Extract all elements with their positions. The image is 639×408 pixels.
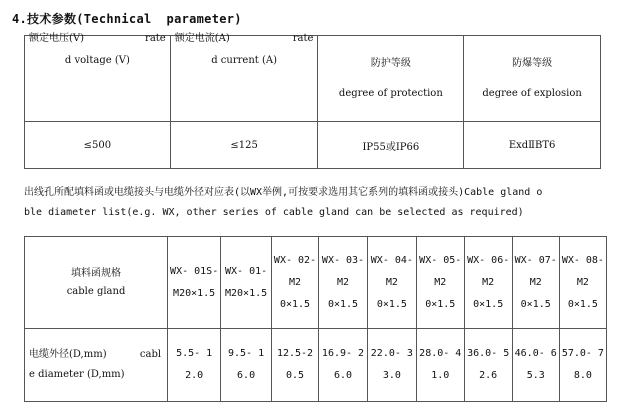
diameter-cell bbox=[512, 329, 559, 402]
protection-degree-header bbox=[318, 36, 464, 122]
diameter-line: 0.5 bbox=[285, 370, 305, 381]
gland-size-cell bbox=[168, 237, 221, 329]
gland-label-cn: 填料函规格 bbox=[71, 267, 122, 279]
size-line: 0×1.5 bbox=[520, 298, 551, 310]
description-line-1: 出线孔所配填料函或电缆接头与电缆外径对应表(以WX举例,可按要求选用其它系列的填料函或接头)Cable gland o bbox=[24, 187, 543, 198]
od-label-en-a: cabl bbox=[139, 349, 162, 360]
size-line: WX- 01S- bbox=[170, 265, 219, 277]
diameter-line: 6.0 bbox=[333, 370, 353, 381]
size-line: WX- 03- bbox=[321, 254, 365, 266]
diameter-line: 5.5- 1 bbox=[176, 348, 213, 359]
size-line: WX- 07- bbox=[514, 254, 557, 266]
diameter-line: 57.0- 7 bbox=[561, 348, 604, 359]
diameter-cell bbox=[168, 329, 221, 402]
size-line: 0×1.5 bbox=[567, 298, 598, 310]
diameter-line: 9.5- 1 bbox=[228, 348, 265, 359]
current-value: ≤125 bbox=[170, 122, 318, 169]
diameter-line: 8.0 bbox=[573, 370, 592, 381]
size-line: 0×1.5 bbox=[327, 298, 359, 310]
size-line: WX- 08- bbox=[561, 254, 604, 266]
diameter-line: 12.5-2 bbox=[276, 348, 314, 359]
diameter-cell bbox=[319, 329, 368, 402]
table-row bbox=[25, 122, 601, 169]
diameter-cell bbox=[367, 329, 416, 402]
size-line: M2 bbox=[336, 276, 350, 288]
gland-size-cell bbox=[512, 237, 559, 329]
gland-size-cell bbox=[319, 237, 368, 329]
size-line: M2 bbox=[482, 276, 495, 288]
cable-gland-table bbox=[24, 236, 607, 402]
technical-parameter-table bbox=[24, 35, 601, 169]
diameter-cell bbox=[559, 329, 606, 402]
header-cn: 防爆等级 bbox=[512, 57, 553, 69]
header-cn: 防护等级 bbox=[370, 57, 411, 69]
size-line: M20×1.5 bbox=[173, 287, 216, 299]
diameter-line: 46.0- 6 bbox=[514, 348, 557, 359]
diameter-line: 1.0 bbox=[431, 370, 450, 381]
od-label-en-b: e diameter (D,mm) bbox=[29, 369, 125, 380]
size-line: M2 bbox=[288, 276, 302, 288]
size-line: WX- 01- bbox=[224, 265, 268, 277]
size-line: M2 bbox=[529, 276, 542, 288]
size-line: 0×1.5 bbox=[376, 298, 407, 310]
gland-size-cell bbox=[464, 237, 512, 329]
header-en: degree of explosion bbox=[482, 87, 582, 99]
explosion-value: ExdⅡBT6 bbox=[464, 122, 601, 169]
cable-diameter-row bbox=[25, 329, 607, 402]
diameter-line: 22.0- 3 bbox=[370, 348, 413, 359]
gland-size-row bbox=[25, 237, 607, 329]
gland-label-cell bbox=[25, 237, 168, 329]
size-line: WX- 06- bbox=[467, 254, 510, 266]
size-line: 0×1.5 bbox=[279, 298, 311, 310]
size-line: 0×1.5 bbox=[425, 298, 456, 310]
table-header-row bbox=[25, 36, 601, 122]
diameter-line: 6.0 bbox=[237, 370, 256, 381]
header-cn: 额定电流(A) bbox=[174, 33, 230, 44]
gland-size-cell bbox=[416, 237, 464, 329]
diameter-cell bbox=[221, 329, 272, 402]
size-line: M2 bbox=[385, 276, 398, 288]
header-cn: 额定电压(V) bbox=[29, 33, 85, 44]
od-label-cn: 电缆外径(D,mm) bbox=[29, 349, 107, 360]
size-line: M2 bbox=[434, 276, 447, 288]
diameter-cell bbox=[271, 329, 318, 402]
diameter-line: 2.6 bbox=[479, 370, 498, 381]
header-en-a: rate bbox=[145, 33, 166, 44]
diameter-line: 28.0- 4 bbox=[419, 348, 462, 359]
section-heading: 4.技术参数(Technical parameter) bbox=[12, 12, 242, 26]
explosion-degree-header bbox=[464, 36, 601, 122]
size-line: WX- 05- bbox=[419, 254, 462, 266]
header-en-b: d voltage (V) bbox=[64, 55, 130, 66]
protection-value: IP55或IP66 bbox=[318, 122, 464, 169]
gland-label-en: cable gland bbox=[66, 285, 126, 297]
rated-voltage-header bbox=[25, 33, 171, 122]
description-line-2: ble diameter list(e.g. WX, other series of cable gland can be selected as required) bbox=[24, 207, 524, 218]
size-line: WX- 02- bbox=[273, 254, 317, 266]
header-en-a: rate bbox=[292, 33, 314, 44]
diameter-line: 36.0- 5 bbox=[467, 348, 510, 359]
diameter-cell bbox=[416, 329, 464, 402]
gland-size-cell bbox=[221, 237, 272, 329]
header-en: degree of protection bbox=[338, 87, 443, 99]
rated-current-header bbox=[170, 33, 318, 122]
gland-size-cell bbox=[367, 237, 416, 329]
diameter-line: 16.9- 2 bbox=[321, 348, 365, 359]
voltage-value: ≤500 bbox=[25, 122, 171, 169]
size-line: WX- 04- bbox=[370, 254, 413, 266]
size-line: M20×1.5 bbox=[224, 287, 268, 299]
diameter-cell bbox=[464, 329, 512, 402]
gland-size-cell bbox=[271, 237, 318, 329]
diameter-line: 2.0 bbox=[185, 370, 204, 381]
header-en-b: d current (A) bbox=[211, 55, 277, 66]
gland-size-cell bbox=[559, 237, 606, 329]
cable-diameter-label-cell bbox=[25, 329, 168, 402]
diameter-line: 3.0 bbox=[382, 370, 401, 381]
diameter-line: 5.3 bbox=[526, 370, 545, 381]
size-line: M2 bbox=[576, 276, 589, 288]
size-line: 0×1.5 bbox=[473, 298, 504, 310]
